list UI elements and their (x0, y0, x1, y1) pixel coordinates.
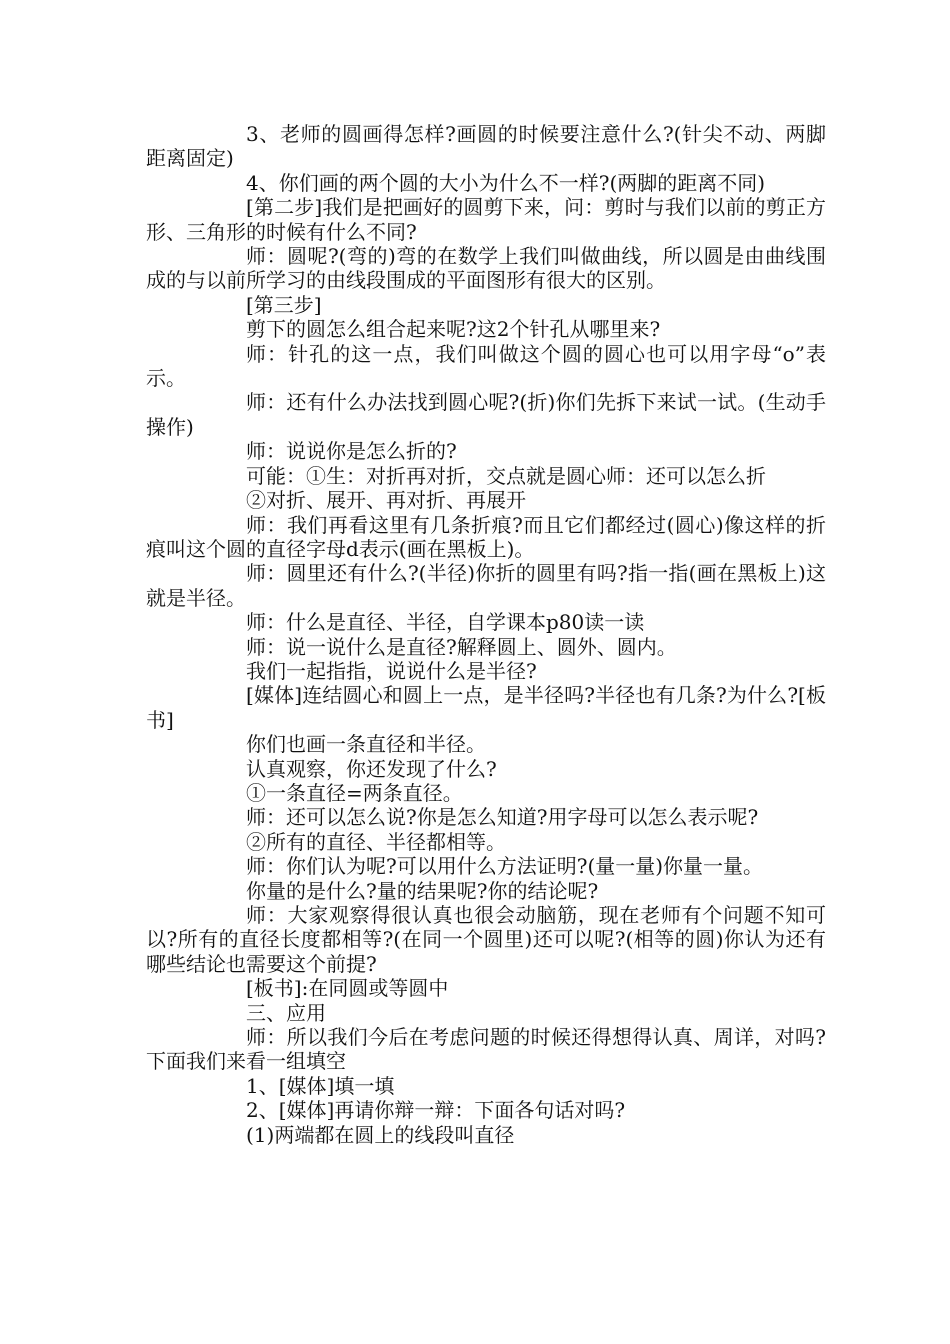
paragraph: [第三步] (246, 292, 322, 317)
paragraph: [第二步]我们是把画好的圆剪下来，问：剪时与我们以前的剪正方形、三角形的时候有什么不同? (146, 195, 826, 244)
paragraph: [板书]:在同圆或等圆中 (246, 976, 449, 1001)
paragraph: ①一条直径=两条直径。 (246, 780, 463, 805)
paragraph: 你量的是什么?量的结果呢?你的结论呢? (246, 878, 599, 903)
paragraph: 2、[媒体]再请你辩一辩：下面各句话对吗? (246, 1098, 626, 1123)
paragraph: 师：针孔的这一点，我们叫做这个圆的圆心也可以用字母“o”表示。 (146, 341, 826, 391)
paragraph: 师：还有什么办法找到圆心呢?(折)你们先拆下来试一试。(生动手操作) (146, 390, 826, 439)
paragraph: 师：说一说什么是直径?解释圆上、圆外、圆内。 (246, 634, 677, 659)
paragraph: ②所有的直径、半径都相等。 (246, 829, 506, 854)
paragraph: 师：大家观察得很认真也很会动脑筋，现在老师有个问题不知可以?所有的直径长度都相等?(在同一个圆里)还可以呢?(相等的圆)你认为还有哪些结论也需要这个前提? (146, 903, 826, 976)
paragraph: 师：我们再看这里有几条折痕?而且它们都经过(圆心)像这样的折痕叫这个圆的直径字母d表示(画在黑板上)。 (146, 512, 826, 561)
section-heading: 三、应用 (246, 1000, 326, 1025)
paragraph: 师：说说你是怎么折的? (246, 439, 457, 464)
document-body (146, 122, 826, 1147)
paragraph: 我们一起指指，说说什么是半径? (246, 658, 537, 683)
paragraph: [媒体]连结圆心和圆上一点，是半径吗?半径也有几条?为什么?[板书] (146, 683, 826, 732)
paragraph: 师：什么是直径、半径，自学课本p80读一读 (246, 610, 645, 635)
paragraph: 3、老师的圆画得怎样?画圆的时候要注意什么?(针尖不动、两脚距离固定) (146, 122, 826, 171)
paragraph: 4、你们画的两个圆的大小为什么不一样?(两脚的距离不同) (246, 170, 766, 195)
paragraph: ②对折、展开、再对折、再展开 (246, 488, 526, 513)
paragraph: 可能：①生：对折再对折，交点就是圆心师：还可以怎么折 (246, 463, 766, 488)
paragraph: 你们也画一条直径和半径。 (246, 732, 486, 757)
paragraph: 师：圆呢?(弯的)弯的在数学上我们叫做曲线，所以圆是由曲线围成的与以前所学习的由线段围成的平面图形有很大的区别。 (146, 244, 826, 293)
paragraph: 剪下的圆怎么组合起来呢?这2个针孔从哪里来? (246, 317, 661, 342)
paragraph: 认真观察，你还发现了什么? (246, 756, 497, 781)
paragraph: 1、[媒体]填一填 (246, 1073, 395, 1098)
paragraph: (1)两端都在圆上的线段叫直径 (246, 1122, 515, 1147)
paragraph: 师：你们认为呢?可以用什么方法证明?(量一量)你量一量。 (246, 854, 764, 879)
paragraph: 师：还可以怎么说?你是怎么知道?用字母可以怎么表示呢? (246, 805, 759, 830)
paragraph: 师：所以我们今后在考虑问题的时候还得想得认真、周详，对吗?下面我们来看一组填空 (146, 1025, 826, 1074)
paragraph: 师：圆里还有什么?(半径)你折的圆里有吗?指一指(画在黑板上)这就是半径。 (146, 561, 826, 610)
